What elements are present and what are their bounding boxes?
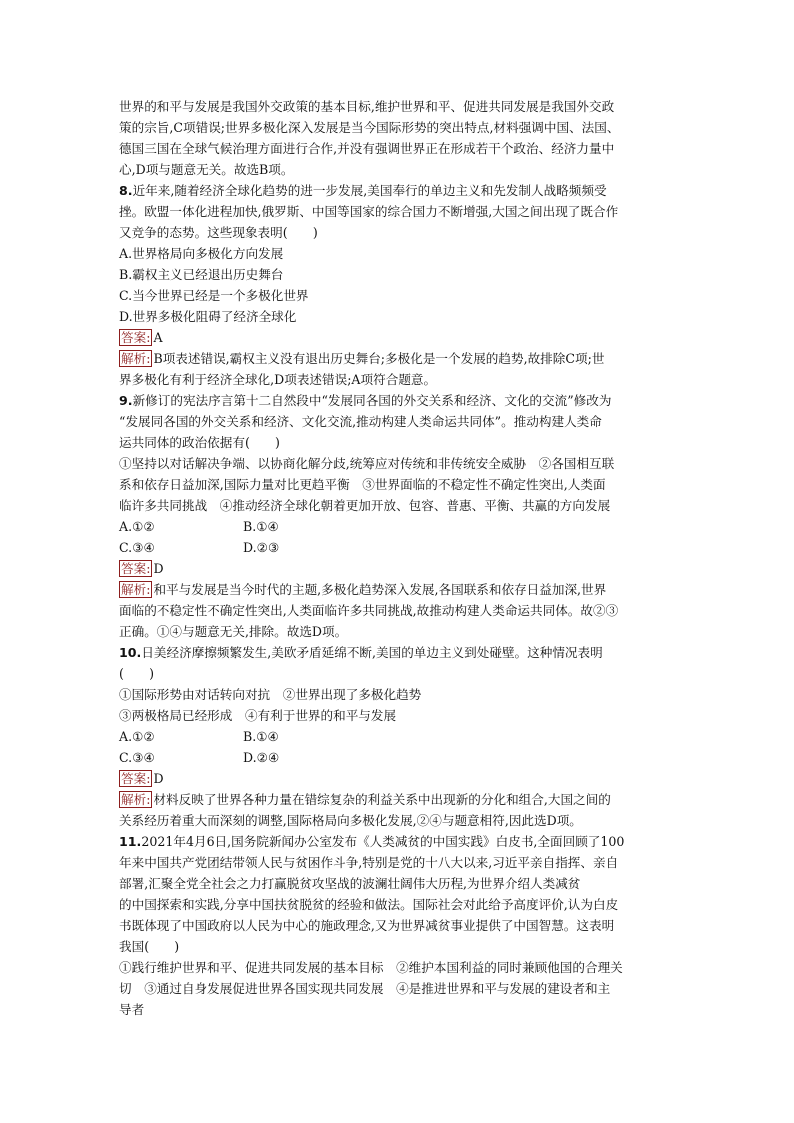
option-c: C.③④: [119, 750, 155, 765]
answer-value: D: [153, 561, 164, 576]
option-d: D.②③: [243, 540, 280, 555]
question-number: 9.: [119, 393, 133, 408]
analysis-line: 关系经历着重大而深刻的调整,国际格局向多极化发展,②④与题意相符,因此选D项。: [119, 813, 582, 828]
statement-line: ③两极格局已经形成 ④有利于世界的和平与发展: [119, 708, 397, 723]
question-9: [119, 390, 679, 642]
question-number: 8.: [119, 183, 133, 198]
analysis-line: 面临的不稳定性不确定性突出,人类面临许多共同挑战,故推动构建人类命运共同体。故②③: [119, 603, 619, 618]
options-row: [119, 726, 679, 747]
answer-value: A: [153, 330, 163, 345]
statement-line: ①践行维护世界和平、促进共同发展的基本目标 ②维护本国利益的同时兼顾他国的合理关: [119, 960, 623, 975]
analysis-label: 解析:: [121, 351, 151, 366]
question-stem-line: 部署,汇聚全党全社会之力打赢脱贫攻坚战的波澜壮阔伟大历程,为世界介绍人类减贫: [119, 876, 581, 891]
option-b: B.①④: [243, 519, 279, 534]
answer-line: [119, 327, 679, 348]
answer-label: 答案:: [121, 561, 151, 576]
question-stem-line: “发展同各国的外交关系和经济、文化交流,推动构建人类命运共同体”。推动构建人类命: [119, 414, 602, 429]
question-stem-line: 运共同体的政治依据有( ): [119, 435, 280, 450]
question-stem-line: 10.日美经济摩擦频繁发生,美欧矛盾延绵不断,美国的单边主义到处碰壁。这种情况表明: [119, 645, 603, 660]
option-c: C.③④: [119, 540, 155, 555]
answer-line: [119, 768, 679, 789]
question-stem-line: 9.新修订的宪法序言第十二自然段中“发展同各国的外交关系和经济、文化的交流”修改为: [119, 393, 612, 408]
option-c: C.当今世界已经是一个多极化世界: [119, 288, 309, 303]
question-10: [119, 642, 679, 831]
document-page: [119, 96, 679, 1020]
answer-label: 答案:: [121, 771, 151, 786]
option-b: B.霸权主义已经退出历史舞台: [119, 267, 284, 282]
statement-line: ①国际形势由对话转向对抗 ②世界出现了多极化趋势: [119, 687, 422, 702]
analysis-line: 解析: 材料反映了世界各种力量在错综复杂的利益关系中出现新的分化和组合,大国之间的: [121, 792, 611, 807]
analysis-label: 解析:: [121, 792, 151, 807]
option-a: A.世界格局向多极化方向发展: [119, 246, 284, 261]
question-stem-line: 年来中国共产党团结带领人民与贫困作斗争,特别是党的十八大以来,习近平亲自指挥、亲自: [119, 855, 619, 870]
answer-line: [119, 558, 679, 579]
question-stem-line: 书既体现了中国政府以人民为中心的施政理念,又为世界减贫事业提供了中国智慧。这表明: [119, 918, 615, 933]
question-stem-line: 又竞争的态势。这些现象表明( ): [119, 225, 318, 240]
statement-line: ①坚持以对话解决争端、以协商化解分歧,统筹应对传统和非传统安全威胁 ②各国相互联: [119, 456, 615, 471]
option-a: A.①②: [119, 519, 155, 534]
options-row: [119, 537, 679, 558]
question-number: 11.: [119, 834, 142, 849]
question-stem-line: 的中国探索和实践,分享中国扶贫脱贫的经验和做法。国际社会对此给予高度评价,认为白皮: [119, 897, 619, 912]
option-d: D.世界多极化阻碍了经济全球化: [119, 309, 297, 324]
analysis-line: 界多极化有利于经济全球化,D项表述错误;A项符合题意。: [119, 372, 437, 387]
question-stem-line: 8.近年来,随着经济全球化趋势的进一步发展,美国奉行的单边主义和先发制人战略频频受: [119, 183, 607, 198]
options-row: [119, 747, 679, 768]
intro-analysis: [119, 96, 679, 180]
analysis-line: 解析: 和平与发展是当今时代的主题,多极化趋势深入发展,各国联系和依存日益加深,世界: [121, 582, 607, 597]
text-line: 德国三国在全球气候治理方面进行合作,并没有强调世界正在形成若干个政治、经济力量中: [119, 141, 615, 156]
analysis-label: 解析:: [121, 582, 151, 597]
analysis-line: 正确。①④与题意无关,排除。故选D项。: [119, 624, 348, 639]
statement-line: 临许多共同挑战 ④推动经济全球化朝着更加开放、包容、普惠、平衡、共赢的方向发展: [119, 498, 611, 513]
options-row: [119, 516, 679, 537]
question-stem-line: 挫。欧盟一体化进程加快,俄罗斯、中国等国家的综合国力不断增强,大国之间出现了既合作: [119, 204, 619, 219]
question-stem-line: 11.2021年4月6日,国务院新闻办公室发布《人类减贫的中国实践》白皮书,全面回顾了100: [119, 834, 625, 849]
answer-label: 答案:: [121, 330, 151, 345]
option-d: D.②④: [243, 750, 280, 765]
statement-line: 切 ③通过自身发展促进世界各国实现共同发展 ④是推进世界和平与发展的建设者和主: [119, 981, 611, 996]
question-8: [119, 180, 679, 390]
statement-line: 系和依存日益加深,国际力量对比更趋平衡 ③世界面临的不稳定性不确定性突出,人类面: [119, 477, 606, 492]
answer-value: D: [153, 771, 164, 786]
option-b: B.①④: [243, 729, 279, 744]
option-a: A.①②: [119, 729, 155, 744]
text-line: 心,D项与题意无关。故选B项。: [119, 162, 294, 177]
question-11: [119, 831, 679, 1020]
question-stem-line: ( ): [119, 666, 155, 681]
text-line: 世界的和平与发展是我国外交政策的基本目标,维护世界和平、促进共同发展是我国外交政: [119, 99, 615, 114]
statement-line: 导者: [119, 1002, 145, 1017]
question-number: 10.: [119, 645, 142, 660]
text-line: 策的宗旨,C项错误;世界多极化深入发展是当今国际形势的突出特点,材料强调中国、法国、: [119, 120, 620, 135]
analysis-line: 解析: B项表述错误,霸权主义没有退出历史舞台;多极化是一个发展的趋势,故排除C项;世: [121, 351, 605, 366]
question-stem-line: 我国( ): [119, 939, 180, 954]
